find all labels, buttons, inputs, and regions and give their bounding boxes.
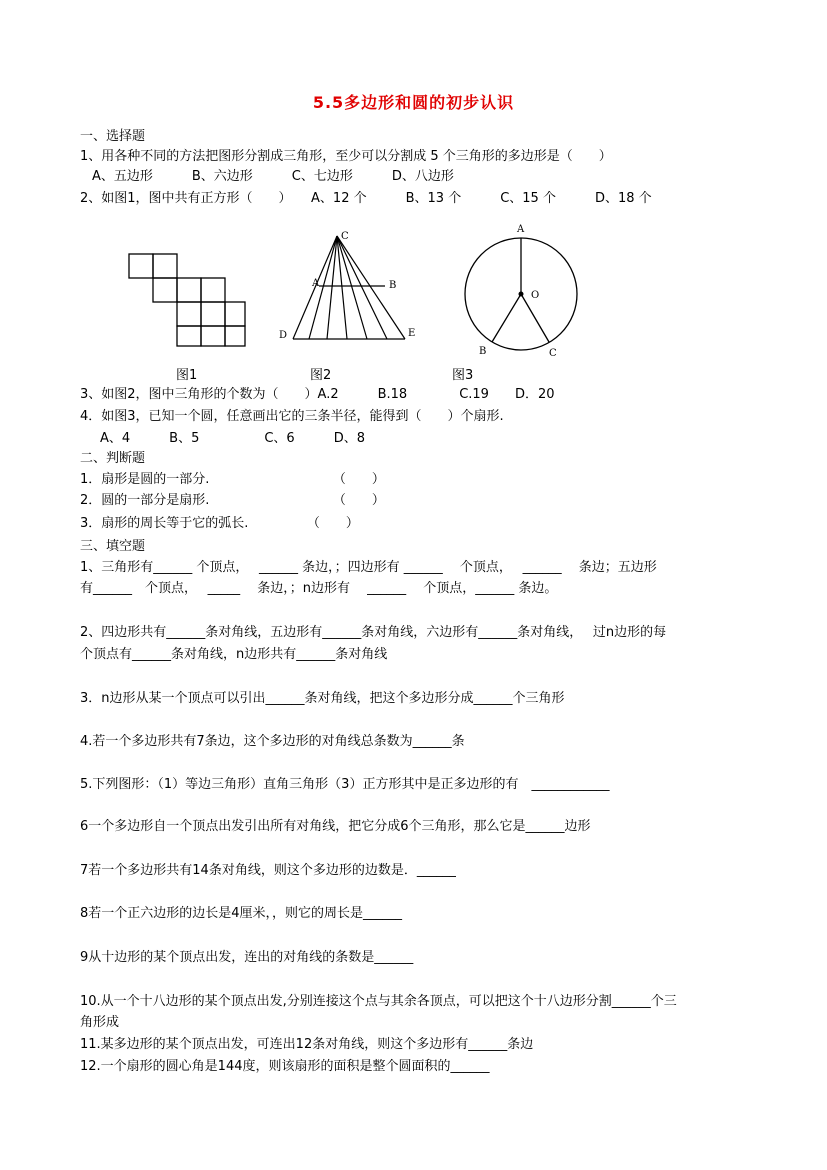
- fill-4: 4.若一个多边形共有7条边，这个多边形的对角线总条数为______条: [80, 734, 465, 749]
- section-choice: 一、选择题: [80, 129, 146, 144]
- figure-3-label-a: A: [517, 224, 525, 235]
- fill-5: 5.下列图形：（1）等边三角形）直角三角形（3）正方形其中是正多边形的有 ____________: [80, 777, 610, 792]
- figure-3-circle: [455, 218, 595, 360]
- choice-q4: 4．如图3，已知一个圆，任意画出它的三条半径，能得到（ ）个扇形.: [80, 409, 504, 424]
- fill-11: 11.某多边形的某个顶点出发，可连出12条对角线，则这个多边形有______条边: [80, 1037, 534, 1052]
- fill-6: 6一个多边形自一个顶点出发引出所有对角线，把它分成6个三角形，那么它是______边形: [80, 819, 591, 834]
- fill-12: 12.一个扇形的圆心角是144度，则该扇形的面积是整个圆面积的______: [80, 1059, 490, 1074]
- judge-2: 2．圆的一部分是扇形. （ ）: [80, 493, 385, 508]
- judge-3: 3．扇形的周长等于它的弧长. （ ）: [80, 516, 359, 531]
- fill-9: 9从十边形的某个顶点出发，连出的对角线的条数是______: [80, 950, 414, 965]
- choice-q1-options: A、五边形 B、六边形 C、七边形 D、八边形: [92, 169, 454, 184]
- page-title: 5.5多边形和圆的初步认识: [312, 93, 515, 112]
- figure-2-label-a: A: [312, 278, 320, 289]
- fill-1a: 1、三角形有______ 个顶点， ______ 条边，；四边形有 ______ 个顶点， ______ 条边；五边形: [80, 560, 657, 575]
- choice-q4-options: A、4 B、5 C、6 D、8: [100, 431, 365, 446]
- fill-8: 8若一个正六边形的边长是4厘米，，则它的周长是______: [80, 906, 403, 921]
- figure-2-label-e: E: [408, 328, 416, 339]
- figure-3-label-o: O: [531, 290, 540, 301]
- figure-2-label-b: B: [389, 280, 397, 291]
- fill-3: 3．n边形从某一个顶点可以引出______条对角线，把这个多边形分成______个三角形: [80, 691, 565, 706]
- figure-1-caption: 图1: [176, 368, 198, 383]
- figure-3-label-b: B: [479, 346, 487, 357]
- fill-10a: 10.从一个十八边形的某个顶点出发,分别连接这个点与其余各顶点，可以把这个十八边形分割______个三: [80, 994, 677, 1009]
- figure-1-squares: [125, 250, 250, 350]
- choice-q2: 2、如图1，图中共有正方形（ ） A、12 个 B、13 个 C、15 个 D、18 个: [80, 191, 652, 206]
- fill-10b: 角形成: [80, 1015, 120, 1030]
- fill-7: 7若一个多边形共有14条对角线，则这个多边形的边数是．______: [80, 863, 456, 878]
- figure-3-caption: 图3: [452, 368, 474, 383]
- figure-3-label-c: C: [549, 348, 557, 359]
- figure-2-triangles: [275, 226, 425, 344]
- choice-q3: 3、如图2，图中三角形的个数为（ ）A.2 B.18 C.19 D．20: [80, 387, 555, 402]
- judge-1: 1．扇形是圆的一部分. （ ）: [80, 472, 385, 487]
- figure-2-label-d: D: [279, 330, 288, 341]
- figure-2-caption: 图2: [310, 368, 332, 383]
- fill-2b: 个顶点有______条对角线，n边形共有______条对角线: [80, 647, 388, 662]
- fill-2a: 2、四边形共有______条对角线，五边形有______条对角线，六边形有______条对角线， 过n边形的每: [80, 625, 667, 640]
- choice-q1: 1、用各种不同的方法把图形分割成三角形，至少可以分割成 5 个三角形的多边形是（ ）: [80, 149, 612, 164]
- figure-2-label-c: C: [341, 231, 349, 242]
- section-judge: 二、判断题: [80, 451, 146, 466]
- fill-1b: 有______ 个顶点， _____ 条边，；n边形有 ______ 个顶点，______ 条边。: [80, 581, 558, 596]
- section-fill: 三、填空题: [80, 539, 146, 554]
